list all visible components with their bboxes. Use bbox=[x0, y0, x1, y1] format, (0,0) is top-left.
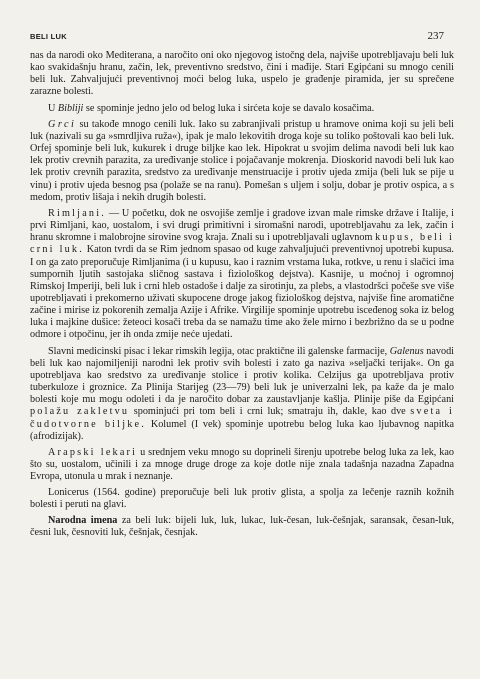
sacred-plants-phrase: sveta i čudotvorne biljke. bbox=[30, 406, 454, 430]
paragraph-galenus bbox=[30, 346, 454, 443]
paragraph-lonicerus: Lonicerus (1564. godine) preporučuje beli luk protiv glista, a spolja za lečenje raznih kožnih bolesti i peruti na glavi. bbox=[30, 487, 454, 511]
page-number: 237 bbox=[427, 30, 444, 42]
oath-phrase: polažu zakletvu bbox=[30, 406, 130, 418]
text-run: su takođe mnogo cenili luk. Iako su zabranjivali pristup u hramove onima koji su jeli beli luk (nazivali su ga »smrdljiva ruža«), ipak je malo lekovitih droga koje su toliko poštovali kao beli luk. Orfej spominje beli luk, kukurek i druge biljke kao lek. Hipokrat u svojim delima navodi beli luk kao lek protiv crevnih parazita, za uređivanje stolice i pojačavanje mokrenja. Dioskorid navodi beli luk kao lek protiv crevnih parazita, sredstvo za uređivanje menstruacije i protiv ujeda zmija (beli luk se pije u vinu) i protiv ujeda besnog psa (polaže se na ranu). Pomešan s uljem i solju, dobar je protiv ospica, a s medom, protiv lišaja i nekih drugih bolesti. bbox=[30, 118, 454, 203]
folk-names-heading: Narodna imena bbox=[48, 514, 118, 526]
text-run: za beli luk: bijeli luk, luk, lukac, luk-česan, luk-češnjak, saransak, česan-luk, česni luk, česnoviti luk, češnjak, česnjak. bbox=[30, 514, 454, 538]
text-run: U bbox=[48, 102, 58, 114]
text-run: Slavni medicinski pisac i lekar rimskih legija, otac praktične ili galenske farmacije, bbox=[48, 345, 390, 357]
greeks-heading: Grci bbox=[48, 118, 77, 130]
paragraph-arab-physicians bbox=[30, 447, 454, 483]
text-run: u srednjem veku mnogo su doprineli širenju upotrebe belog luka za lek, kao što su, uostalom, učinili i za mnoge druge droge za koje dotle nije znala tadašnja nazadna Zapadna Evropa, utonula u mrak i neznanje. bbox=[30, 446, 454, 483]
text-run: se spominje jedno jelo od belog luka i sirćeta koje se davalo kosačima. bbox=[83, 102, 375, 114]
text-run: navodi beli luk kao najomiljeniji narodni lek protiv svih bolesti i zato ga naziva »seljački terijak«. On ga upotrebljava kao sredstvo za uređivanje stolice i protiv kolika. Celzijus ga upotrebljava protiv tuberkuloze i groznice. Za Plinija Starijeg (23—79) beli luk je univerzalni lek, pa kaže da je malo bolesti koje mu mogu odoleti i da je naročito dobar za zaustavljanje kašlja. Plinije piše da Egipćani bbox=[30, 345, 454, 406]
paragraph-greeks bbox=[30, 119, 454, 204]
bible-term: Bibliji bbox=[57, 102, 84, 114]
text-run: spominjući pri tom beli i crni luk; smatraju ih, dakle, kao dve bbox=[129, 406, 411, 418]
text-run: — U početku, dok ne osvojiše zemlje i gradove izvan male rimske države i Italije, i prvi Rimljani, kao, uostalom, i svi drugi primitivni i siromašni narodi, upotrebljavahu za lek, začin i hranu skromne i malobrojne sirovine svog kraja. Znali su i upotrebljavali uglavnom bbox=[30, 207, 454, 244]
paragraph-bible bbox=[30, 103, 454, 115]
galenus-name: Galenus bbox=[389, 345, 424, 357]
running-head: BELI LUK bbox=[30, 32, 67, 41]
romans-plants: kupus, beli i crni luk. bbox=[30, 232, 455, 256]
paragraph-folk-names bbox=[30, 515, 454, 539]
text-run: Katon tvrdi da se Rim jednom spasao od kuge zahvaljujući preventivnoj upotrebi kupusa. I on ga zato preporučuje Rimljanima (i u kupusu, kao i raznim vrstama luka, rotkve, u renu i slačici ima sumpornih ljutih sastojaka sličnog sastava i fiziološkog dejstva). Kasnije, u moćnoj i ogromnoj Rimskoj Imperiji, beli luk i crni hleb ostadoše i dalje za sirotinju, za plebs, a vlastodršci počeše sve više upotrebljavati i prekomerno uživati skupocene droge jakog fiziološkog dejstva, najviše fine aromatične začine i mirise iz pokorenih zemalja Azije i Afrike. Virgilije spominje upotrebu iscеđenog soka iz belog luka i majkine dušice: žeteoci kosači treba da se namažu time ako žele mirno i bezbrižno da se u podne odmore i otpočinu, jer ih onda zmije neće ujedati. bbox=[30, 244, 454, 341]
paragraph-mediterranean: nas da narodi oko Mediterana, a naročito oni oko njegovog istočng dela, najviše upotrebljavaju beli luk kao svakidašnju hranu, začin, lek, preventivno sredstvo, čini i mađije. Stari Egipćani su mnogo cenili beli luk. Zahvaljujući preventivnoj moći belog luka, uspelo je građenje piramida, jer su sprečene zarazne bolesti. bbox=[30, 50, 454, 98]
romans-heading: Rimljani. bbox=[48, 207, 107, 219]
paragraph-romans bbox=[30, 208, 454, 342]
text-run: Kolumel (I vek) spominje upotrebu belog luka kao ljubavnog napitka (afrodizijak). bbox=[30, 418, 454, 442]
arab-heading: Arapski lekari bbox=[48, 446, 138, 458]
body-text bbox=[30, 50, 454, 543]
